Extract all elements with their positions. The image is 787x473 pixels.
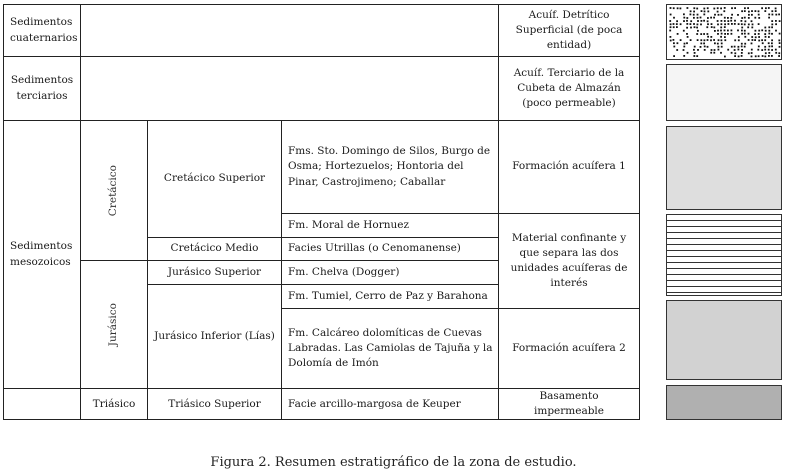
- series-jurasico-superior: Jurásico Superior: [148, 261, 282, 285]
- series-cretacico-medio: Cretácico Medio: [148, 238, 282, 261]
- legend-swatch-acuifera-1: [666, 126, 782, 210]
- legend-swatch-confinante: [666, 214, 782, 296]
- hydro-acuifera-2: Formación acuífera 2: [499, 309, 640, 389]
- figure-caption: Figura 2. Resumen estratigráfico de la zona de estudio.: [210, 455, 577, 470]
- stratigraphic-table: [3, 4, 640, 420]
- hydro-basamento: Basamento impermeable: [499, 389, 640, 420]
- formation-silos: Fms. Sto. Domingo de Silos, Burgo de Osma; Hortezuelos; Hontoria del Pinar, Castrojimeno; Caballar: [282, 121, 499, 214]
- system-cretacico: [81, 121, 148, 261]
- blank-cell: [81, 5, 499, 57]
- formation-chelva: Fm. Chelva (Dogger): [282, 261, 499, 285]
- formation-moral: Fm. Moral de Hornuez: [282, 214, 499, 238]
- formation-tumiel: Fm. Tumiel, Cerro de Paz y Barahona: [282, 285, 499, 309]
- series-cretacico-superior: Cretácico Superior: [148, 121, 282, 238]
- era-cuaternarios: Sedimentos cuaternarios: [4, 5, 81, 57]
- legend-swatch-detritico: [666, 4, 782, 60]
- system-triasico: Triásico: [81, 389, 148, 420]
- system-jurasico: [81, 261, 148, 389]
- blank-cell: [81, 57, 499, 121]
- system-cretacico-label: Cretácico: [107, 164, 120, 217]
- formation-keuper: Facie arcillo-margosa de Keuper: [282, 389, 499, 420]
- series-triasico-superior: Triásico Superior: [148, 389, 282, 420]
- hydro-acuifera-1: Formación acuífera 1: [499, 121, 640, 214]
- formation-calcareo: Fm. Calcáreo dolomíticas de Cuevas Labradas. Las Camiolas de Tajuña y la Dolomía de Imón: [282, 309, 499, 389]
- system-jurasico-label: Jurásico: [107, 302, 120, 347]
- era-terciarios: Sedimentos terciarios: [4, 57, 81, 121]
- hydro-terciario: Acuíf. Terciario de la Cubeta de Almazán (poco permeable): [499, 57, 640, 121]
- hydro-detritico: Acuíf. Detrítico Superficial (de poca entidad): [499, 5, 640, 57]
- formation-utrillas: Facies Utrillas (o Cenomanense): [282, 238, 499, 261]
- dotted-pattern: [667, 5, 781, 59]
- series-jurasico-inferior: Jurásico Inferior (Lías): [148, 285, 282, 389]
- hydro-confinante: Material confinante y que separa las dos unidades acuíferas de interés: [499, 214, 640, 309]
- legend-swatch-basamento: [666, 385, 782, 420]
- legend-swatch-terciario: [666, 64, 782, 121]
- era-mesozoicos: Sedimentos mesozoicos: [4, 121, 81, 389]
- blank-cell: [4, 389, 81, 420]
- legend-swatch-acuifera-2: [666, 300, 782, 380]
